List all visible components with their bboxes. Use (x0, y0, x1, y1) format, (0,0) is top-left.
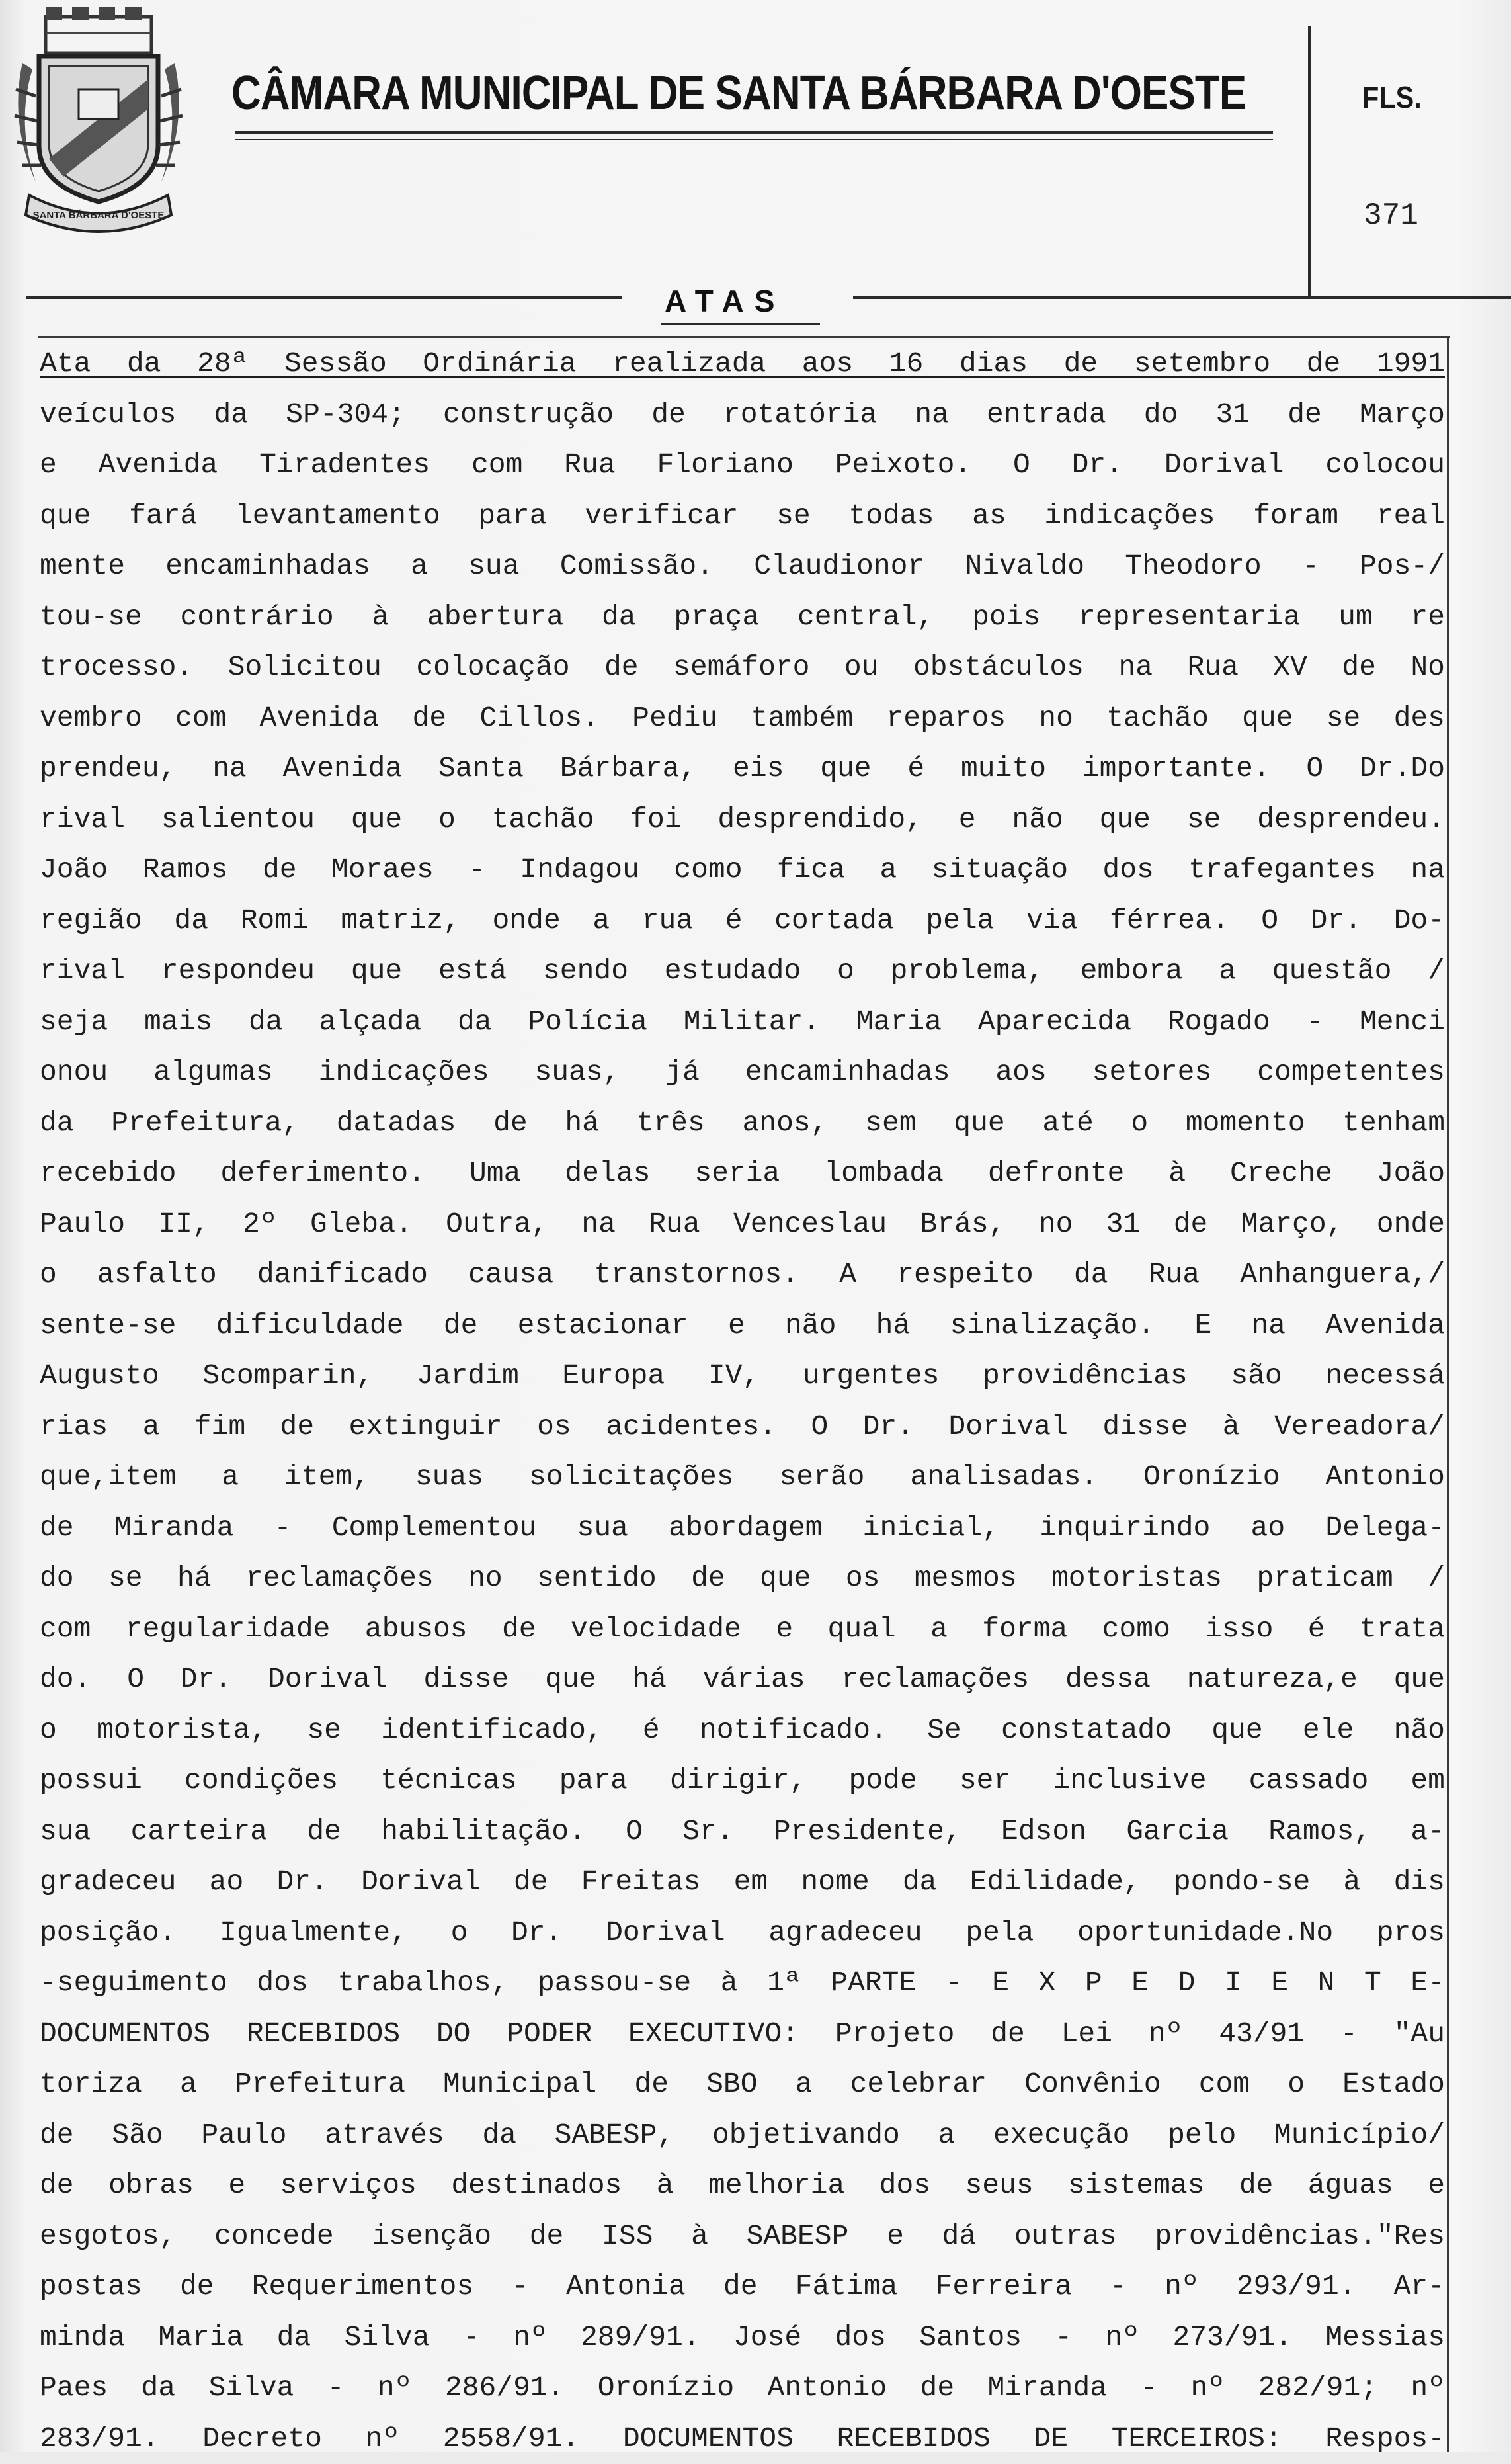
section-rule-right (853, 296, 1511, 299)
minutes-line: tou-se contrário à abertura da praça central, pois representaria um re (40, 592, 1445, 643)
minutes-line: seja mais da alçada da Polícia Militar. Maria Aparecida Rogado - Menci (40, 997, 1445, 1048)
minutes-line: que,item a item, suas solicitações serão analisadas. Oronízio Antonio (40, 1452, 1445, 1503)
minutes-line: minda Maria da Silva - nº 289/91. José dos Santos - nº 273/91. Messias (40, 2313, 1445, 2363)
minutes-line: mente encaminhadas a sua Comissão. Claudionor Nivaldo Theodoro - Pos-/ (40, 541, 1445, 592)
crest-ribbon-text: SANTA BÁRBARA D'OESTE (33, 210, 165, 221)
minutes-line: do. O Dr. Dorival disse que há várias reclamações dessa natureza,e que (40, 1654, 1445, 1705)
minutes-line: -seguimento dos trabalhos, passou-se à 1ª PARTE - E X P E D I E N T E- (40, 1958, 1445, 2009)
minutes-line: rival salientou que o tachão foi desprendido, e não que se desprendeu. (40, 794, 1445, 845)
minutes-line: toriza a Prefeitura Municipal de SBO a celebrar Convênio com o Estado (40, 2059, 1445, 2110)
municipal-crest-icon (9, 3, 188, 238)
minutes-line: trocesso. Solicitou colocação de semáforo ou obstáculos na Rua XV de No (40, 642, 1445, 693)
minutes-line: onou algumas indicações suas, já encaminhadas aos setores competentes (40, 1047, 1445, 1098)
minutes-line: o motorista, se identificado, é notificado. Se constatado que ele não (40, 1705, 1445, 1756)
minutes-line: possui condições técnicas para dirigir, pode ser inclusive cassado em (40, 1756, 1445, 1806)
minutes-line: postas de Requerimentos - Antonia de Fátima Ferreira - nº 293/91. Ar- (40, 2262, 1445, 2313)
minutes-line: com regularidade abusos de velocidade e qual a forma como isso é trata (40, 1604, 1445, 1655)
minutes-body (40, 339, 1445, 2464)
section-rule-left (26, 296, 622, 299)
text-frame-right (1447, 336, 1449, 2452)
minutes-line: sua carteira de habilitação. O Sr. Presidente, Edson Garcia Ramos, a- (40, 1806, 1445, 1857)
page-number: 371 (1364, 198, 1418, 233)
header-rule-thin (235, 139, 1273, 140)
minutes-line: Augusto Scomparin, Jardim Europa IV, urgentes providências são necessá (40, 1351, 1445, 1402)
minutes-line: recebido deferimento. Uma delas seria lombada defronte à Creche João (40, 1148, 1445, 1199)
institution-title: CÂMARA MUNICIPAL DE SANTA BÁRBARA D'OESTE (231, 66, 1246, 120)
section-title-underline (661, 323, 820, 325)
minutes-line: sente-se dificuldade de estacionar e não há sinalização. E na Avenida (40, 1300, 1445, 1351)
minutes-line: que fará levantamento para verificar se todas as indicações foram real (40, 491, 1445, 542)
minutes-line: esgotos, concede isenção de ISS à SABESP e dá outras providências."Res (40, 2211, 1445, 2262)
minutes-line: região da Romi matriz, onde a rua é cortada pela via férrea. O Dr. Do- (40, 896, 1445, 947)
minutes-line: Paulo II, 2º Gleba. Outra, na Rua Venceslau Brás, no 31 de Março, onde (40, 1199, 1445, 1250)
minutes-line: de São Paulo através da SABESP, objetivando a execução pelo Município/ (40, 2110, 1445, 2161)
minutes-line: de obras e serviços destinados à melhoria dos seus sistemas de águas e (40, 2160, 1445, 2211)
fls-label: FLS. (1362, 79, 1422, 115)
minutes-line: rival respondeu que está sendo estudado o problema, embora a questão / (40, 946, 1445, 997)
minutes-line: da Prefeitura, datadas de há três anos, sem que até o momento tenham (40, 1098, 1445, 1149)
text-frame-top (38, 336, 1450, 338)
minutes-line: prendeu, na Avenida Santa Bárbara, eis que é muito importante. O Dr.Do (40, 743, 1445, 794)
minutes-line: Paes da Silva - nº 286/91. Oronízio Antonio de Miranda - nº 282/91; nº (40, 2363, 1445, 2414)
minutes-line: do se há reclamações no sentido de que os mesmos motoristas praticam / (40, 1553, 1445, 1604)
minutes-line: rias a fim de extinguir os acidentes. O Dr. Dorival disse à Vereadora/ (40, 1402, 1445, 1453)
minutes-line: posição. Igualmente, o Dr. Dorival agradeceu pela oportunidade.No pros (40, 1908, 1445, 1959)
header-divider (1308, 26, 1311, 298)
section-title: ATAS (665, 283, 785, 319)
minutes-line: João Ramos de Moraes - Indagou como fica a situação dos trafegantes na (40, 845, 1445, 896)
minutes-line: 283/91. Decreto nº 2558/91. DOCUMENTOS RECEBIDOS DE TERCEIROS: Respos- (40, 2414, 1445, 2464)
minutes-line: vembro com Avenida de Cillos. Pediu também reparos no tachão que se des (40, 693, 1445, 744)
minutes-line: e Avenida Tiradentes com Rua Floriano Peixoto. O Dr. Dorival colocou (40, 440, 1445, 491)
minutes-line: de Miranda - Complementou sua abordagem inicial, inquirindo ao Delega- (40, 1503, 1445, 1554)
minutes-line: veículos da SP-304; construção de rotatória na entrada do 31 de Março (40, 390, 1445, 441)
minutes-heading-line: Ata da 28ª Sessão Ordinária realizada aos 16 dias de setembro de 1991 (40, 339, 1445, 390)
minutes-line: DOCUMENTOS RECEBIDOS DO PODER EXECUTIVO: Projeto de Lei nº 43/91 - "Au (40, 2009, 1445, 2060)
minutes-line: o asfalto danificado causa transtornos. A respeito da Rua Anhanguera,/ (40, 1250, 1445, 1300)
header-rule (235, 131, 1273, 134)
minutes-line: gradeceu ao Dr. Dorival de Freitas em nome da Edilidade, pondo-se à dis (40, 1857, 1445, 1908)
